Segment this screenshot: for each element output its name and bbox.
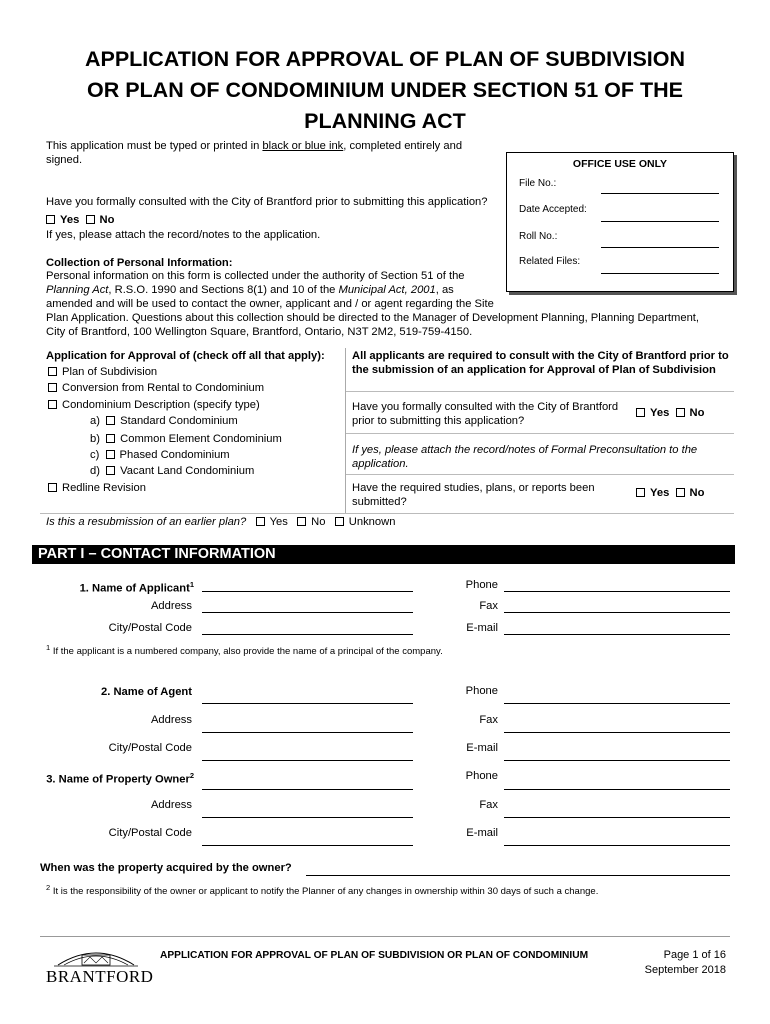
studies-yes-checkbox[interactable] [636,488,645,497]
resub-no-checkbox[interactable] [297,517,306,526]
column-divider [345,348,346,514]
roll-no-field[interactable] [601,247,719,248]
agent-email-field[interactable] [504,760,730,761]
consult-no-checkbox[interactable] [86,215,95,224]
owner-city-field[interactable] [202,845,413,846]
divider [40,513,734,514]
common-element-checkbox[interactable] [106,434,115,443]
right-consult-question: Have you formally consulted with the City of Brantford prior to submitting this application? [352,401,619,427]
consult-yes-checkbox[interactable] [46,215,55,224]
right-consult-options: Yes No [636,406,704,420]
applicant-city-field[interactable] [202,634,413,635]
footer-date: September 2018 [644,964,726,976]
approval-heading: Application for Approval of (check off all that apply): [46,350,325,362]
applicant-phone-label: Phone [465,579,498,591]
owner-email-label: E-mail [466,827,498,839]
agent-city-label: City/Postal Code [108,742,192,754]
office-use-box [506,152,734,292]
footer-rule [40,936,730,937]
resubmission-row: Is this a resubmission of an earlier plan? Yes No Unknown [46,516,396,528]
logo-text: BRANTFORD [46,967,154,986]
applicant-email-field[interactable] [504,634,730,635]
owner-fax-label: Fax [479,799,498,811]
footer-page: Page 1 of 16 [663,949,726,961]
right-consult-note: If yes, please attach the record/notes of Formal Preconsultation to the application. [352,444,698,470]
condo-type-a: a) Standard Condominium [90,415,238,427]
owner-address-label: Address [150,799,192,811]
conversion-checkbox[interactable] [48,383,57,392]
date-accepted-label: Date Accepted: [519,204,587,215]
divider [346,433,734,434]
roll-no-label: Roll No.: [519,231,558,242]
condo-type-b: b) Common Element Condominium [90,433,282,445]
agent-address-label: Address [150,714,192,726]
agent-phone-label: Phone [465,685,498,697]
approval-plan: Plan of Subdivision [48,365,157,379]
approval-condo-desc: Condominium Description (specify type) [48,398,260,412]
agent-fax-label: Fax [479,714,498,726]
applicant-label: 1. Name of Applicant$^1$ [79,580,194,595]
consult-requirement: All applicants are required to consult with the City of Brantford prior to the submission of an application for Approval of Plan of Subdivision [352,350,729,376]
approval-conversion: Conversion from Rental to Condominium [48,381,264,395]
agent-address-field[interactable] [202,732,413,733]
resub-unknown-checkbox[interactable] [335,517,344,526]
agent-city-field[interactable] [202,760,413,761]
divider [346,391,734,392]
footer-title: APPLICATION FOR APPROVAL OF PLAN OF SUBDIVISION OR PLAN OF CONDOMINIUM [160,950,589,961]
owner-city-label: City/Postal Code [108,827,192,839]
applicant-email-label: E-mail [466,622,498,634]
acquired-date-field[interactable] [306,875,730,876]
collection-body: Personal information on this form is collected under the authority of Section 51 of the Planning Act, R.S.O. 1990 and Sections 8(1) and 10 of the Municipal Act, 2001, as amended and will be used to contact the owner, applicant and / or agent regarding the Site [46,270,494,310]
collection-heading: Collection of Personal Information: [46,257,233,269]
right-consult-no-checkbox[interactable] [676,408,685,417]
applicant-address-label: Address [150,600,192,612]
applicant-fax-label: Fax [479,600,498,612]
intro-text: This application must be typed or printed in black or blue ink, completed entirely and signed. [46,140,463,166]
vacant-land-checkbox[interactable] [106,466,115,475]
applicant-name-field[interactable] [202,591,413,592]
brantford-logo [44,943,154,989]
collection-body-cont: Plan Application. Questions about this collection should be directed to the Manager of Development Planning, Planning Department, City of Brantford, 100 Wellington Square, Brantford, Ontario, N3T 2M2, 519-759-4150. [46,312,700,338]
approval-redline: Redline Revision [48,481,146,495]
owner-label: 3. Name of Property Owner$^2$ [46,771,194,786]
right-consult-yes-checkbox[interactable] [636,408,645,417]
studies-question: Have the required studies, plans, or reports been submitted? [352,482,595,508]
date-accepted-field[interactable] [601,221,719,222]
file-no-field[interactable] [601,193,719,194]
redline-revision-checkbox[interactable] [48,483,57,492]
consult-note: If yes, please attach the record/notes to the application. [46,229,321,241]
page-title: APPLICATION FOR APPROVAL OF PLAN OF SUBDIVISION OR PLAN OF CONDOMINIUM UNDER SECTION 51 OF THE PLANNING ACT [84,47,686,133]
owner-phone-label: Phone [465,770,498,782]
footnote-1: $^1$ If the applicant is a numbered company, also provide the name of a principal of the company. [46,643,443,658]
owner-phone-field[interactable] [504,789,730,790]
resub-yes-checkbox[interactable] [256,517,265,526]
owner-name-field[interactable] [202,789,413,790]
office-use-heading: OFFICE USE ONLY [572,158,668,170]
phased-condo-checkbox[interactable] [106,450,115,459]
owner-address-field[interactable] [202,817,413,818]
condo-type-c: c) Phased Condominium [90,449,230,461]
studies-no-checkbox[interactable] [676,488,685,497]
standard-condo-checkbox[interactable] [106,416,115,425]
agent-phone-field[interactable] [504,703,730,704]
consult-question: Have you formally consulted with the City of Brantford prior to submitting this application? [46,196,488,208]
agent-name-field[interactable] [202,703,413,704]
applicant-fax-field[interactable] [504,612,730,613]
condo-description-checkbox[interactable] [48,400,57,409]
footnote-2: $^2$ It is the responsibility of the owner or applicant to notify the Planner of any changes in ownership within 30 days of such a change. [46,883,599,898]
studies-options: Yes No [636,486,704,500]
applicant-phone-field[interactable] [504,591,730,592]
part1-heading: PART I – CONTACT INFORMATION [32,545,735,564]
consult-options: Yes No [46,213,114,227]
acquired-question: When was the property acquired by the owner? [40,862,292,874]
related-files-field[interactable] [601,273,719,274]
plan-of-subdivision-checkbox[interactable] [48,367,57,376]
owner-fax-field[interactable] [504,817,730,818]
agent-fax-field[interactable] [504,732,730,733]
condo-type-d: d) Vacant Land Condominium [90,465,255,477]
divider [346,474,734,475]
owner-email-field[interactable] [504,845,730,846]
applicant-city-label: City/Postal Code [108,622,192,634]
related-files-label: Related Files: [519,256,581,267]
file-no-label: File No.: [519,178,557,189]
applicant-address-field[interactable] [202,612,413,613]
agent-label: 2. Name of Agent [101,686,192,698]
agent-email-label: E-mail [466,742,498,754]
